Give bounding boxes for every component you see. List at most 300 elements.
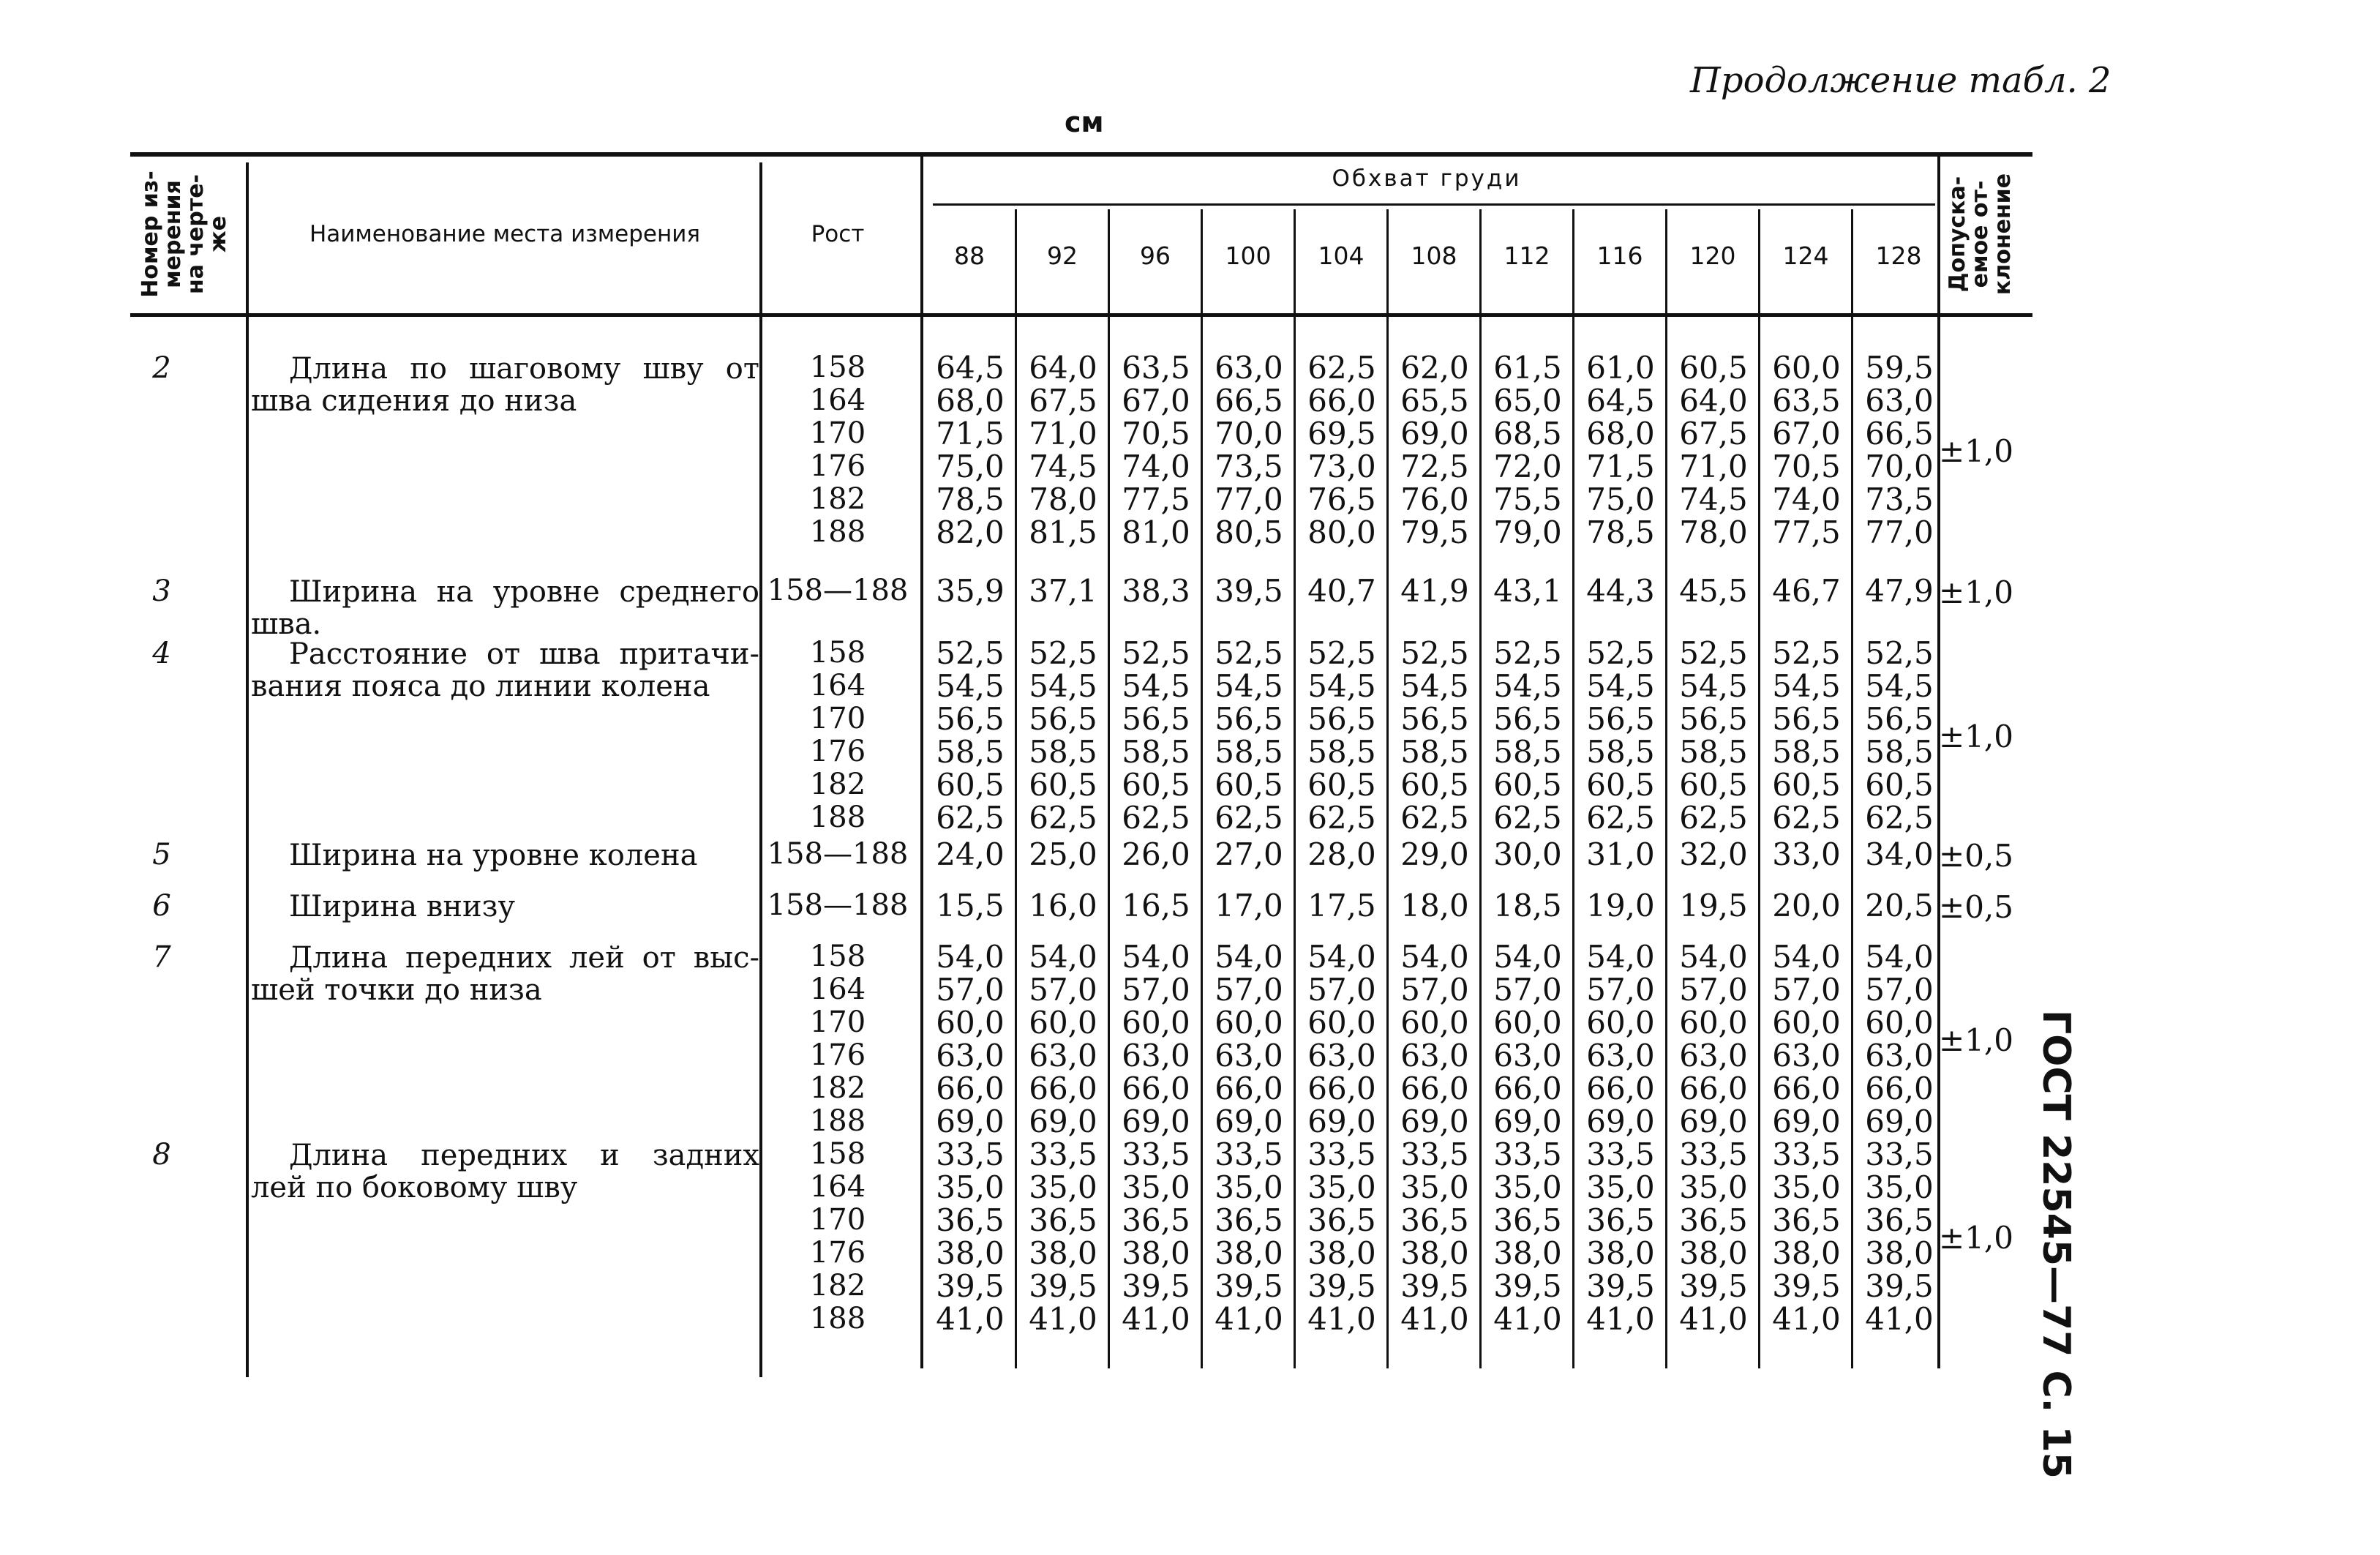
value-cell: 77,5 xyxy=(1772,514,1841,550)
value-cell: 68,0 xyxy=(1586,416,1655,451)
tolerance-cell: ±0,5 xyxy=(1939,838,2013,874)
value-cell: 76,5 xyxy=(1307,482,1376,517)
value-cell: 36,5 xyxy=(1865,1202,1934,1238)
value-cell: 41,0 xyxy=(936,1301,1005,1337)
measurement-name-line: шва. xyxy=(251,607,322,641)
height-cell: 164 xyxy=(809,669,866,702)
value-cell: 16,0 xyxy=(1029,888,1097,923)
value-cell: 62,5 xyxy=(1865,800,1934,836)
height-cell: 158 xyxy=(809,1137,866,1171)
girth-header-cell: 108 xyxy=(1411,241,1457,270)
height-cell: 164 xyxy=(809,1170,866,1204)
value-cell: 69,0 xyxy=(1772,1104,1841,1139)
value-cell: 24,0 xyxy=(936,836,1005,872)
value-cell: 66,5 xyxy=(1865,416,1934,451)
measurement-name-line: шва сидения до низа xyxy=(251,384,577,418)
header-number-line: на черте- xyxy=(183,173,209,295)
value-cell: 39,5 xyxy=(1029,1268,1097,1304)
value-cell: 38,0 xyxy=(1772,1235,1841,1271)
value-cell: 33,5 xyxy=(1586,1136,1655,1172)
value-cell: 34,0 xyxy=(1865,836,1934,872)
value-cell: 62,5 xyxy=(1122,800,1190,836)
value-cell: 66,0 xyxy=(1400,1071,1469,1106)
value-cell: 39,5 xyxy=(1772,1268,1841,1304)
height-cell: 158 xyxy=(809,940,866,973)
value-cell: 63,0 xyxy=(1029,1038,1097,1073)
header-name: Наименование места измерения xyxy=(309,221,701,247)
value-cell: 79,5 xyxy=(1400,514,1469,550)
value-cell: 36,5 xyxy=(1679,1202,1748,1238)
height-cell: 164 xyxy=(809,973,866,1006)
height-cell: 182 xyxy=(809,768,866,801)
girth-header-cell: 88 xyxy=(954,241,985,270)
value-cell: 43,1 xyxy=(1493,573,1562,609)
value-cell: 69,0 xyxy=(1586,1104,1655,1139)
value-cell: 62,0 xyxy=(1400,350,1469,386)
value-cell: 80,5 xyxy=(1215,514,1283,550)
height-cell: 158—188 xyxy=(767,837,909,871)
value-cell: 79,0 xyxy=(1493,514,1562,550)
value-cell: 66,5 xyxy=(1215,383,1283,419)
value-cell: 62,5 xyxy=(1586,800,1655,836)
value-cell: 36,5 xyxy=(1772,1202,1841,1238)
value-cell: 18,5 xyxy=(1493,888,1562,923)
value-cell: 77,0 xyxy=(1865,514,1934,550)
value-cell: 69,0 xyxy=(936,1104,1005,1139)
measurement-name xyxy=(251,891,759,923)
value-cell: 63,0 xyxy=(1400,1038,1469,1073)
value-cell: 52,5 xyxy=(936,635,1005,671)
value-cell: 57,0 xyxy=(1029,972,1097,1008)
girth-header-cell: 104 xyxy=(1318,241,1364,270)
header-tolerance-line: клонение xyxy=(1990,173,2016,296)
value-cell: 39,5 xyxy=(1400,1268,1469,1304)
value-cell: 62,5 xyxy=(1493,800,1562,836)
value-cell: 41,0 xyxy=(1679,1301,1748,1337)
value-cell: 63,0 xyxy=(1122,1038,1190,1073)
height-cell: 176 xyxy=(809,1236,866,1270)
value-cell: 25,0 xyxy=(1029,836,1097,872)
value-cell: 52,5 xyxy=(1307,635,1376,671)
value-cell: 59,5 xyxy=(1865,350,1934,386)
value-cell: 66,0 xyxy=(1679,1071,1748,1106)
girth-group-rule xyxy=(933,203,1935,206)
value-cell: 35,0 xyxy=(1029,1169,1097,1205)
value-cell: 52,5 xyxy=(1493,635,1562,671)
value-cell: 54,0 xyxy=(1215,939,1283,975)
measurement-name xyxy=(251,839,759,872)
table-top-rule xyxy=(130,152,2032,157)
value-cell: 60,0 xyxy=(936,1005,1005,1041)
value-cell: 63,0 xyxy=(1215,350,1283,386)
value-cell: 70,0 xyxy=(1215,416,1283,451)
tolerance-cell: ±1,0 xyxy=(1939,1022,2013,1058)
girth-header-cell: 112 xyxy=(1504,241,1550,270)
value-cell: 52,5 xyxy=(1215,635,1283,671)
value-cell: 82,0 xyxy=(936,514,1005,550)
value-cell: 60,0 xyxy=(1215,1005,1283,1041)
header-girth-group: Обхват груди xyxy=(1332,165,1522,192)
value-cell: 62,5 xyxy=(1307,350,1376,386)
value-cell: 77,5 xyxy=(1122,482,1190,517)
value-cell: 69,0 xyxy=(1122,1104,1190,1139)
value-cell: 27,0 xyxy=(1215,836,1283,872)
value-cell: 39,5 xyxy=(1679,1268,1748,1304)
value-cell: 78,0 xyxy=(1029,482,1097,517)
value-cell: 54,0 xyxy=(1865,939,1934,975)
header-number-line: мерения xyxy=(160,180,186,288)
value-cell: 57,0 xyxy=(1215,972,1283,1008)
value-cell: 17,5 xyxy=(1307,888,1376,923)
value-cell: 81,0 xyxy=(1122,514,1190,550)
value-cell: 38,0 xyxy=(1493,1235,1562,1271)
value-cell: 36,5 xyxy=(1307,1202,1376,1238)
unit-label: см xyxy=(1065,106,1104,138)
value-cell: 46,7 xyxy=(1772,573,1841,609)
value-cell: 65,5 xyxy=(1400,383,1469,419)
value-cell: 39,5 xyxy=(1215,573,1283,609)
value-cell: 16,5 xyxy=(1122,888,1190,923)
girth-header-cell: 100 xyxy=(1225,241,1272,270)
measurement-number: 4 xyxy=(152,637,171,670)
measurement-name xyxy=(251,1139,759,1204)
value-cell: 63,0 xyxy=(1307,1038,1376,1073)
value-cell: 71,5 xyxy=(1586,449,1655,484)
value-cell: 54,5 xyxy=(1029,668,1097,704)
value-cell: 38,0 xyxy=(1586,1235,1655,1271)
height-cell: 158—188 xyxy=(767,888,909,922)
value-cell: 60,0 xyxy=(1493,1005,1562,1041)
value-cell: 37,1 xyxy=(1029,573,1097,609)
value-cell: 56,5 xyxy=(1865,701,1934,737)
value-cell: 54,0 xyxy=(1586,939,1655,975)
value-cell: 38,0 xyxy=(1122,1235,1190,1271)
value-cell: 74,0 xyxy=(1772,482,1841,517)
value-cell: 26,0 xyxy=(1122,836,1190,872)
value-cell: 57,0 xyxy=(1679,972,1748,1008)
value-cell: 57,0 xyxy=(936,972,1005,1008)
value-cell: 67,5 xyxy=(1679,416,1748,451)
value-cell: 35,0 xyxy=(1215,1169,1283,1205)
girth-header-cell: 120 xyxy=(1689,241,1736,270)
value-cell: 56,5 xyxy=(936,701,1005,737)
col-rule-number xyxy=(246,162,249,1377)
value-cell: 57,0 xyxy=(1772,972,1841,1008)
tolerance-cell: ±1,0 xyxy=(1939,433,2013,469)
value-cell: 63,0 xyxy=(1679,1038,1748,1073)
value-cell: 68,5 xyxy=(1493,416,1562,451)
value-cell: 56,5 xyxy=(1215,701,1283,737)
value-cell: 71,0 xyxy=(1679,449,1748,484)
value-cell: 35,0 xyxy=(936,1169,1005,1205)
value-cell: 60,5 xyxy=(1122,767,1190,803)
value-cell: 19,0 xyxy=(1586,888,1655,923)
girth-header-cell: 92 xyxy=(1047,241,1078,270)
value-cell: 39,5 xyxy=(1586,1268,1655,1304)
value-cell: 38,0 xyxy=(936,1235,1005,1271)
value-cell: 64,5 xyxy=(936,350,1005,386)
value-cell: 66,0 xyxy=(1772,1071,1841,1106)
value-cell: 36,5 xyxy=(1586,1202,1655,1238)
tolerance-cell: ±1,0 xyxy=(1939,719,2013,754)
measurement-number: 3 xyxy=(152,574,171,608)
value-cell: 41,0 xyxy=(1122,1301,1190,1337)
tolerance-cell: ±0,5 xyxy=(1939,889,2013,925)
height-cell: 176 xyxy=(809,1038,866,1072)
value-cell: 36,5 xyxy=(1029,1202,1097,1238)
value-cell: 15,5 xyxy=(936,888,1005,923)
value-cell: 66,0 xyxy=(936,1071,1005,1106)
height-cell: 188 xyxy=(809,801,866,834)
header-height: Рост xyxy=(811,221,865,247)
height-cell: 188 xyxy=(809,1302,866,1335)
value-cell: 62,5 xyxy=(1307,800,1376,836)
tolerance-cell: ±1,0 xyxy=(1939,1220,2013,1256)
value-cell: 56,5 xyxy=(1493,701,1562,737)
measurement-number: 8 xyxy=(152,1138,171,1172)
value-cell: 54,5 xyxy=(1772,668,1841,704)
value-cell: 56,5 xyxy=(1586,701,1655,737)
value-cell: 58,5 xyxy=(936,734,1005,770)
value-cell: 64,0 xyxy=(1029,350,1097,386)
value-cell: 73,0 xyxy=(1307,449,1376,484)
value-cell: 38,0 xyxy=(1400,1235,1469,1271)
value-cell: 63,0 xyxy=(1493,1038,1562,1073)
value-cell: 56,5 xyxy=(1400,701,1469,737)
value-cell: 60,5 xyxy=(1307,767,1376,803)
value-cell: 54,0 xyxy=(1493,939,1562,975)
value-cell: 58,5 xyxy=(1772,734,1841,770)
value-cell: 38,0 xyxy=(1029,1235,1097,1271)
value-cell: 52,5 xyxy=(1679,635,1748,671)
value-cell: 60,0 xyxy=(1029,1005,1097,1041)
measurement-name-line: Ширина на уровне колена xyxy=(289,839,698,872)
value-cell: 58,5 xyxy=(1400,734,1469,770)
header-tolerance-line: емое от- xyxy=(1967,180,1993,288)
value-cell: 33,0 xyxy=(1772,836,1841,872)
value-cell: 58,5 xyxy=(1215,734,1283,770)
value-cell: 67,5 xyxy=(1029,383,1097,419)
height-cell: 182 xyxy=(809,482,866,516)
height-cell: 182 xyxy=(809,1071,866,1105)
value-cell: 58,5 xyxy=(1586,734,1655,770)
value-cell: 33,5 xyxy=(1215,1136,1283,1172)
girth-header-cell: 128 xyxy=(1875,241,1922,270)
header-bottom-rule xyxy=(130,313,2032,317)
measurement-number: 2 xyxy=(152,351,171,385)
measurement-number: 5 xyxy=(152,838,171,872)
header-tolerance-line: Допуска- xyxy=(1945,176,1970,293)
value-cell: 32,0 xyxy=(1679,836,1748,872)
value-cell: 39,5 xyxy=(1122,1268,1190,1304)
value-cell: 54,5 xyxy=(1400,668,1469,704)
value-cell: 68,0 xyxy=(936,383,1005,419)
value-cell: 39,5 xyxy=(936,1268,1005,1304)
value-cell: 52,5 xyxy=(1865,635,1934,671)
value-cell: 67,0 xyxy=(1772,416,1841,451)
value-cell: 61,0 xyxy=(1586,350,1655,386)
header-number-line: Номер из- xyxy=(138,171,163,298)
value-cell: 35,0 xyxy=(1865,1169,1934,1205)
value-cell: 57,0 xyxy=(1865,972,1934,1008)
value-cell: 19,5 xyxy=(1679,888,1748,923)
value-cell: 66,0 xyxy=(1865,1071,1934,1106)
measurement-name-line: Ширина на уровне среднего xyxy=(289,575,759,609)
value-cell: 36,5 xyxy=(1493,1202,1562,1238)
value-cell: 71,0 xyxy=(1029,416,1097,451)
value-cell: 58,5 xyxy=(1865,734,1934,770)
value-cell: 54,0 xyxy=(1029,939,1097,975)
value-cell: 63,0 xyxy=(1215,1038,1283,1073)
value-cell: 58,5 xyxy=(1307,734,1376,770)
height-cell: 176 xyxy=(809,449,866,483)
value-cell: 60,0 xyxy=(1586,1005,1655,1041)
value-cell: 67,0 xyxy=(1122,383,1190,419)
value-cell: 35,0 xyxy=(1772,1169,1841,1205)
value-cell: 35,0 xyxy=(1679,1169,1748,1205)
value-cell: 63,0 xyxy=(1586,1038,1655,1073)
measurement-name-line: Длина по шаговому шву от xyxy=(289,352,759,386)
value-cell: 66,0 xyxy=(1215,1071,1283,1106)
standard-page-label: ГОСТ 22545—77 С. 15 xyxy=(2034,1010,2078,1479)
value-cell: 60,5 xyxy=(1493,767,1562,803)
value-cell: 33,5 xyxy=(1400,1136,1469,1172)
value-cell: 33,5 xyxy=(1122,1136,1190,1172)
value-cell: 54,5 xyxy=(1307,668,1376,704)
height-cell: 188 xyxy=(809,1104,866,1138)
value-cell: 41,0 xyxy=(1865,1301,1934,1337)
value-cell: 52,5 xyxy=(1122,635,1190,671)
measurement-name-line: вания пояса до линии колена xyxy=(251,670,710,703)
value-cell: 41,0 xyxy=(1400,1301,1469,1337)
value-cell: 58,5 xyxy=(1029,734,1097,770)
value-cell: 69,0 xyxy=(1307,1104,1376,1139)
value-cell: 33,5 xyxy=(1772,1136,1841,1172)
height-cell: 170 xyxy=(809,1203,866,1237)
height-cell: 170 xyxy=(809,1005,866,1039)
value-cell: 66,0 xyxy=(1122,1071,1190,1106)
value-cell: 60,5 xyxy=(1400,767,1469,803)
value-cell: 78,5 xyxy=(1586,514,1655,550)
value-cell: 41,0 xyxy=(1493,1301,1562,1337)
value-cell: 74,0 xyxy=(1122,449,1190,484)
value-cell: 52,5 xyxy=(1586,635,1655,671)
value-cell: 41,0 xyxy=(1215,1301,1283,1337)
girth-header-cell: 116 xyxy=(1596,241,1643,270)
value-cell: 58,5 xyxy=(1122,734,1190,770)
measurement-name-line: лей по боковому шву xyxy=(251,1171,578,1204)
value-cell: 57,0 xyxy=(1122,972,1190,1008)
height-cell: 176 xyxy=(809,735,866,768)
value-cell: 54,5 xyxy=(1122,668,1190,704)
value-cell: 44,3 xyxy=(1586,573,1655,609)
value-cell: 57,0 xyxy=(1307,972,1376,1008)
measurement-name xyxy=(251,638,759,702)
value-cell: 69,0 xyxy=(1029,1104,1097,1139)
value-cell: 41,0 xyxy=(1772,1301,1841,1337)
value-cell: 52,5 xyxy=(1772,635,1841,671)
value-cell: 17,0 xyxy=(1215,888,1283,923)
value-cell: 56,5 xyxy=(1307,701,1376,737)
value-cell: 69,0 xyxy=(1400,416,1469,451)
value-cell: 63,0 xyxy=(1865,383,1934,419)
value-cell: 62,5 xyxy=(1772,800,1841,836)
value-cell: 60,5 xyxy=(1215,767,1283,803)
value-cell: 41,0 xyxy=(1029,1301,1097,1337)
value-cell: 60,0 xyxy=(1865,1005,1934,1041)
height-cell: 158—188 xyxy=(767,574,909,607)
value-cell: 78,0 xyxy=(1679,514,1748,550)
value-cell: 60,0 xyxy=(1122,1005,1190,1041)
value-cell: 64,5 xyxy=(1586,383,1655,419)
value-cell: 35,0 xyxy=(1400,1169,1469,1205)
value-cell: 36,5 xyxy=(1122,1202,1190,1238)
value-cell: 45,5 xyxy=(1679,573,1748,609)
measurement-name-line: Расстояние от шва притачи- xyxy=(289,637,759,671)
value-cell: 54,0 xyxy=(1679,939,1748,975)
table-continuation-title: Продолжение табл. 2 xyxy=(1690,60,2111,101)
value-cell: 69,0 xyxy=(1865,1104,1934,1139)
value-cell: 64,0 xyxy=(1679,383,1748,419)
value-cell: 63,0 xyxy=(1772,1038,1841,1073)
measurement-name-line: шей точки до низа xyxy=(251,973,542,1007)
value-cell: 62,5 xyxy=(936,800,1005,836)
value-cell: 33,5 xyxy=(936,1136,1005,1172)
value-cell: 63,5 xyxy=(1772,383,1841,419)
value-cell: 33,5 xyxy=(1029,1136,1097,1172)
value-cell: 39,5 xyxy=(1493,1268,1562,1304)
value-cell: 54,5 xyxy=(1586,668,1655,704)
value-cell: 60,0 xyxy=(1772,350,1841,386)
value-cell: 60,5 xyxy=(1679,350,1748,386)
value-cell: 56,5 xyxy=(1679,701,1748,737)
value-cell: 70,0 xyxy=(1865,449,1934,484)
height-cell: 182 xyxy=(809,1269,866,1303)
value-cell: 38,3 xyxy=(1122,573,1190,609)
value-cell: 74,5 xyxy=(1679,482,1748,517)
value-cell: 77,0 xyxy=(1215,482,1283,517)
value-cell: 66,0 xyxy=(1586,1071,1655,1106)
value-cell: 60,5 xyxy=(936,767,1005,803)
value-cell: 60,5 xyxy=(1586,767,1655,803)
measurement-number: 6 xyxy=(152,889,171,923)
value-cell: 33,5 xyxy=(1865,1136,1934,1172)
value-cell: 54,0 xyxy=(1122,939,1190,975)
value-cell: 69,0 xyxy=(1400,1104,1469,1139)
value-cell: 57,0 xyxy=(1586,972,1655,1008)
value-cell: 75,0 xyxy=(936,449,1005,484)
value-cell: 54,5 xyxy=(1679,668,1748,704)
value-cell: 35,0 xyxy=(1307,1169,1376,1205)
value-cell: 60,0 xyxy=(1772,1005,1841,1041)
value-cell: 66,0 xyxy=(1029,1071,1097,1106)
value-cell: 54,5 xyxy=(1493,668,1562,704)
height-cell: 170 xyxy=(809,416,866,450)
value-cell: 52,5 xyxy=(1029,635,1097,671)
value-cell: 35,0 xyxy=(1122,1169,1190,1205)
value-cell: 71,5 xyxy=(936,416,1005,451)
value-cell: 54,5 xyxy=(1865,668,1934,704)
value-cell: 72,0 xyxy=(1493,449,1562,484)
value-cell: 75,0 xyxy=(1586,482,1655,517)
girth-header-cell: 96 xyxy=(1140,241,1171,270)
value-cell: 38,0 xyxy=(1215,1235,1283,1271)
value-cell: 39,5 xyxy=(1215,1268,1283,1304)
value-cell: 33,5 xyxy=(1307,1136,1376,1172)
measurement-name xyxy=(251,353,759,417)
value-cell: 52,5 xyxy=(1400,635,1469,671)
value-cell: 41,0 xyxy=(1586,1301,1655,1337)
